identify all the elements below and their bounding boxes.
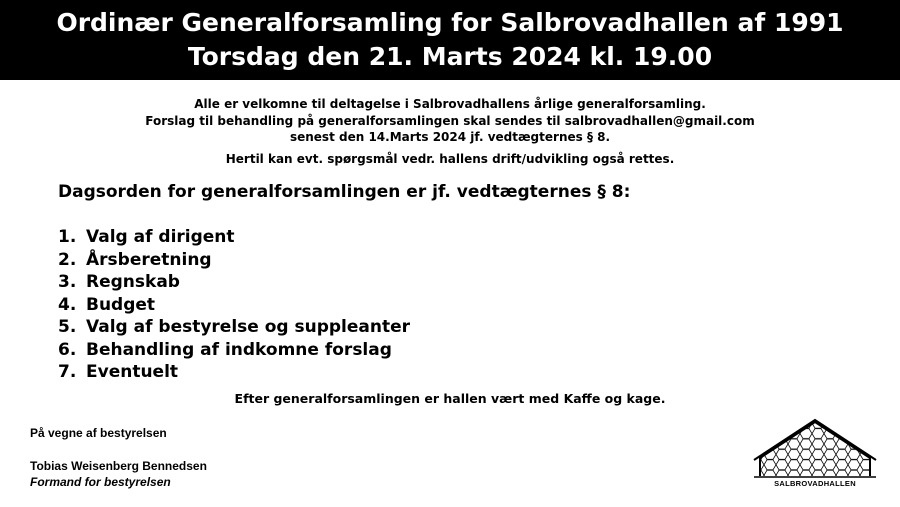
agenda-item-number: 6. [58,339,77,360]
signoff-block [30,425,207,490]
hall-roof-logo-icon [752,418,878,480]
agenda-item-label: Regnskab [86,272,180,292]
agenda-heading: Dagsorden for generalforsamlingen er jf. vedtægternes § 8: [58,182,631,202]
intro-text [0,96,900,167]
agenda-item [58,271,410,294]
on-behalf-text: På vegne af bestyrelsen [30,426,167,440]
agenda-item-number: 7. [58,362,77,382]
welcome-text: Alle er velkomne til deltagelse i Salbrovadhallens årlige generalforsamling. [194,97,706,111]
agenda-item-number: 2. [58,249,77,270]
agenda-item-label: Budget [86,294,156,315]
proposals-text: Forslag til behandling på generalforsamlingen skal sendes til salbrovadhallen@gmail.com [145,113,755,128]
agenda-item [58,294,410,317]
agenda-item-label: Valg af bestyrelse og suppleanter [86,317,411,337]
agenda-item-label: Behandling af indkomne forslag [86,339,392,360]
salbrovadhallen-logo [752,418,878,494]
agenda-item-label: Årsberetning [86,249,212,270]
chairman-role: Formand for bestyrelsen [30,475,171,489]
agenda-item-number: 3. [58,272,77,292]
agenda-item-label: Eventuelt [86,362,179,382]
agenda-item-number: 4. [58,294,77,315]
agenda-item-number: 5. [58,317,77,337]
logo-text: SALBROVADHALLEN [774,479,856,488]
agenda-item [58,249,410,272]
agenda-item [58,316,410,339]
agenda-item [58,339,410,362]
chairman-name: Tobias Weisenberg Bennedsen [30,459,207,473]
header-banner [0,0,900,80]
agenda-item [58,226,410,249]
closing-note: Efter generalforsamlingen er hallen vært med Kaffe og kage. [234,391,666,406]
agenda-list [58,226,410,384]
agenda-item [58,361,410,384]
agenda-item-number: 1. [58,227,77,247]
page-title: Ordinær Generalforsamling for Salbrovadhallen af 1991 [56,8,844,37]
deadline-text: senest den 14.Marts 2024 jf. vedtægternes § 8. [289,130,611,144]
agenda-item-label: Valg af dirigent [86,227,235,247]
meeting-datetime: Torsdag den 21. Marts 2024 kl. 19.00 [187,42,713,71]
questions-text: Hertil kan evt. spørgsmål vedr. hallens drift/udvikling også rettes. [225,151,675,166]
